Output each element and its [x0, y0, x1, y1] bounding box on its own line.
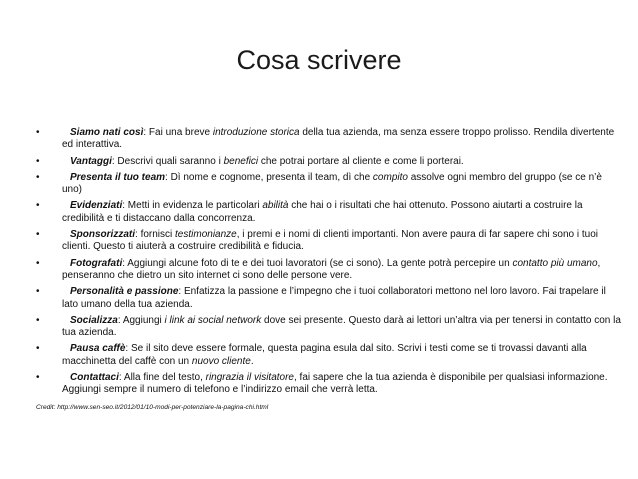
slide-title: Cosa scrivere — [236, 45, 402, 75]
bullet-list — [36, 127, 621, 401]
item-emphasis: nuovo cliente — [191, 355, 251, 367]
item-text-end: . — [250, 355, 254, 367]
item-emphasis: contatto più umano — [512, 257, 598, 269]
item-heading: Sponsorizzati — [70, 229, 136, 241]
item-text: : Metti in evidenza le particolari — [122, 200, 263, 212]
list-item — [36, 286, 621, 311]
item-text-end: della tua azienda, ma senza essere troppo prolisso. Rendila divertente ed interattiva. — [62, 127, 615, 151]
list-item — [36, 315, 621, 340]
bullet-dot: • — [36, 257, 40, 269]
bullet-dot: • — [36, 171, 40, 183]
item-text-end: , penseranno che dietro un sito internet ci sono delle persone vere. — [62, 257, 601, 282]
item-text-end: , i premi e i nomi di clienti importanti. Non avere paura di far sapere chi sono i tuoi clienti. Questo ti aiuterà a costruire credibilità e fiducia. — [62, 229, 599, 253]
item-heading: Presenta il tuo team — [70, 171, 166, 183]
item-emphasis: abilità — [262, 200, 289, 212]
item-heading: Evidenziati — [70, 200, 123, 212]
item-text-end: che potrai portare al cliente e come li porterai. — [258, 155, 464, 167]
list-item — [36, 343, 621, 368]
item-text: : Dì nome e cognome, presenta il team, dì che — [165, 171, 373, 183]
item-text: : Se il sito deve essere formale, questa pagina esula dal sito. Scrivi i testi come se ti trovassi davanti alla macchinetta del caffè con un — [62, 343, 587, 367]
item-emphasis: testimonianze — [175, 229, 237, 241]
list-item — [36, 127, 621, 152]
item-text: : Enfatizza la passione e l’impegno che i tuoi collaboratori mettono nel loro lavoro. Fai trapelare il lato umano della tua azienda. — [62, 286, 606, 310]
bullet-dot: • — [36, 343, 40, 355]
item-text: : fornisci — [135, 229, 176, 241]
list-item — [36, 372, 621, 397]
item-heading: Vantaggi — [70, 155, 112, 167]
item-heading: Personalità e passione — [70, 286, 179, 298]
item-text-end: assolve ogni membro del gruppo (se ce n’è uno) — [62, 171, 602, 196]
bullet-dot: • — [36, 372, 40, 384]
bullet-dot: • — [36, 155, 40, 167]
list-item — [36, 156, 621, 168]
item-text-end: dove sei presente. Questo darà ai lettori un’altra via per tenersi in contatto con la tua azienda. — [62, 314, 621, 339]
item-heading: Socializza — [70, 314, 118, 326]
list-item — [36, 172, 621, 197]
item-emphasis: ringrazia il visitatore — [205, 372, 294, 384]
item-text: : Descrivi quali saranno i — [111, 155, 224, 167]
item-emphasis: introduzione storica — [212, 127, 300, 138]
item-emphasis: i link ai social network — [164, 314, 262, 326]
item-text: : Aggiungi alcune foto di te e dei tuoi lavoratori (se ci sono). La gente potrà percepire un — [122, 257, 513, 269]
item-heading: Siamo nati così — [70, 127, 144, 138]
bullet-dot: • — [36, 229, 40, 241]
item-text: : Alla fine del testo, — [118, 372, 206, 384]
bullet-dot: • — [36, 200, 40, 212]
item-heading: Contattaci — [70, 372, 119, 384]
list-item — [36, 229, 621, 254]
item-text: : Fai una breve — [143, 127, 213, 138]
item-emphasis: benefici — [223, 155, 259, 167]
bullet-dot: • — [36, 314, 40, 326]
item-heading: Fotografati — [70, 257, 123, 269]
list-item — [36, 258, 621, 283]
item-text: : Aggiungi — [117, 314, 165, 326]
item-emphasis: compito — [372, 171, 408, 183]
credit-line: Credit: http://www.sen-seo.it/2012/01/10-modi-per-potenziare-la-pagina-chi.html — [36, 404, 269, 411]
bullet-dot: • — [36, 127, 40, 138]
bullet-dot: • — [36, 286, 40, 298]
list-item — [36, 200, 621, 225]
item-heading: Pausa caffè — [70, 343, 126, 355]
item-text-end: , fai sapere che la tua azienda è disponibile per qualsiasi informazione. Aggiungi sempre il numero di telefono e l’indirizzo email che verrà letta. — [62, 372, 608, 396]
item-text-end: che hai o i risultati che hai ottenuto. Possono aiutarti a costruire la credibilità e ti distaccano dalla concorrenza. — [62, 200, 583, 224]
